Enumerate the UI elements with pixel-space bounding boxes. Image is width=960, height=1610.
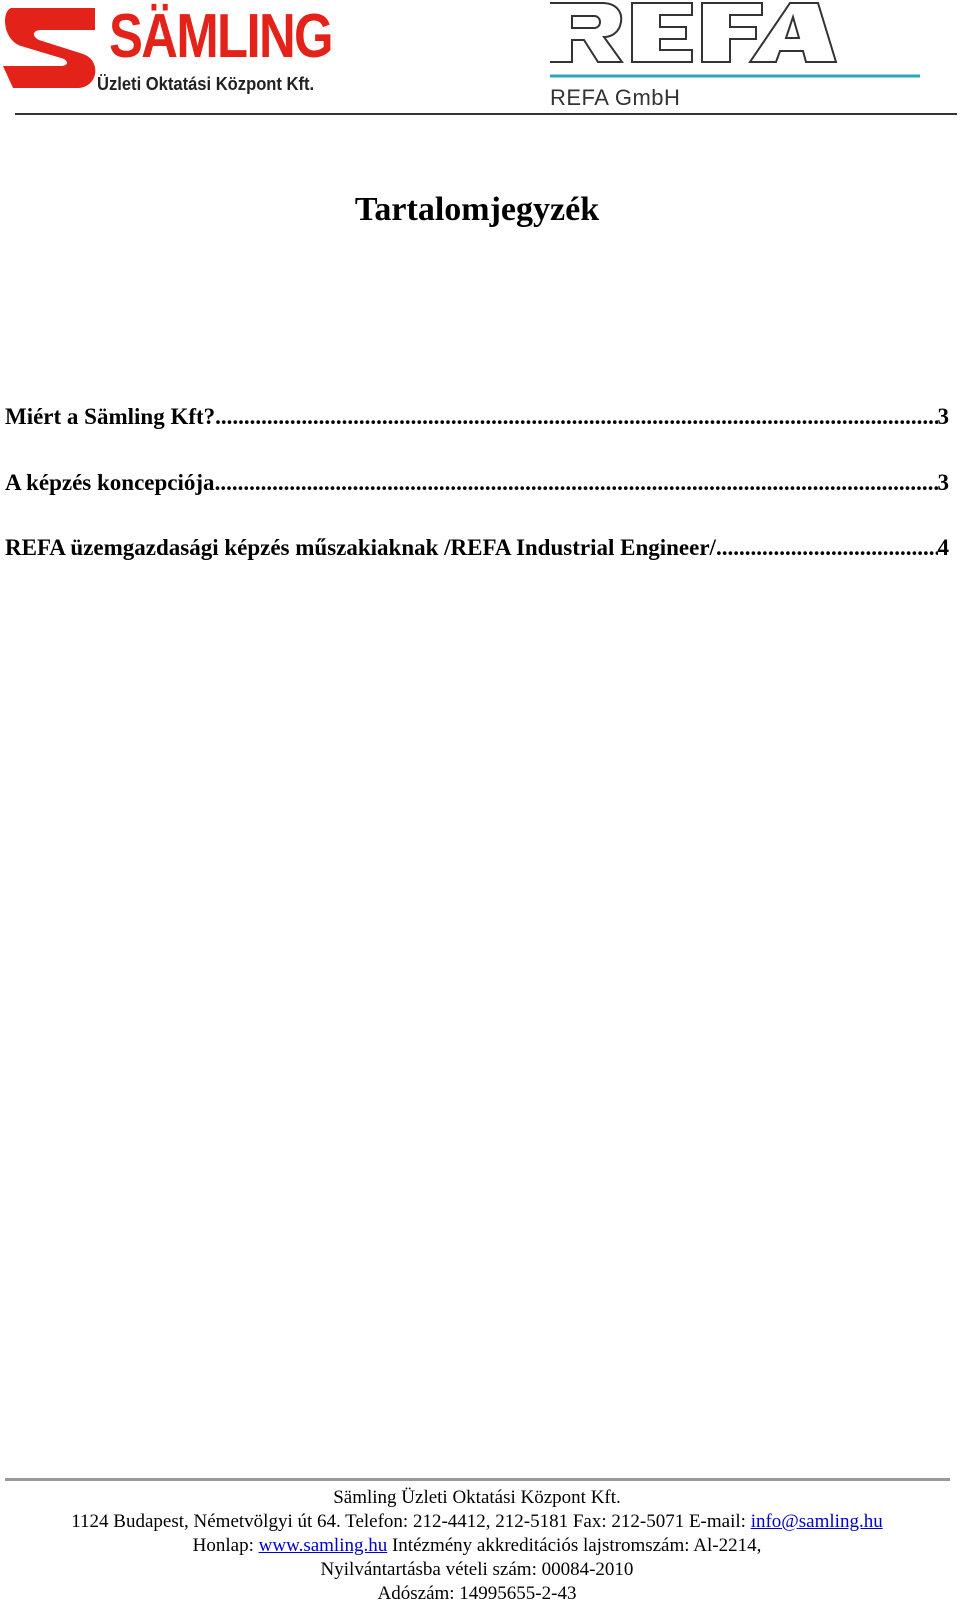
footer-company: Sämling Üzleti Oktatási Központ Kft. xyxy=(333,1487,621,1508)
samling-s-mark-icon xyxy=(3,2,103,97)
footer-divider xyxy=(5,1478,950,1481)
toc-title: Tartalomjegyzék xyxy=(354,191,600,228)
footer-web-line xyxy=(0,1534,954,1558)
toc-entry[interactable] xyxy=(5,403,949,431)
footer-accreditation: Intézmény akkreditációs lajstromszám: Al-2214, xyxy=(391,1535,762,1556)
samling-logo xyxy=(3,2,343,97)
page-header xyxy=(0,0,960,120)
footer-tax-number: Adószám: 14995655-2-43 xyxy=(377,1583,577,1604)
toc-entry[interactable] xyxy=(5,469,949,497)
samling-logo-tagline: Üzleti Oktatási Központ Kft. xyxy=(97,74,315,94)
toc-entry-label: A képzés koncepciója xyxy=(5,470,215,495)
toc-dot-leader xyxy=(716,534,938,562)
refa-logo-subtitle: REFA GmbH xyxy=(550,85,681,110)
footer-contact-line xyxy=(0,1510,954,1534)
footer-address-phone: 1124 Budapest, Németvölgyi út 64. Telefon: 212-4412, 212-5181 Fax: 212-5071 E-mail: xyxy=(71,1511,746,1532)
toc-entry-label: Miért a Sämling Kft? xyxy=(5,404,216,429)
header-divider xyxy=(15,113,957,115)
toc-entry-page: 4 xyxy=(937,535,949,560)
footer-homepage-label: Honlap: xyxy=(192,1535,254,1556)
toc-entry-label: REFA üzemgazdasági képzés műszakiaknak /REFA Industrial Engineer/ xyxy=(5,535,716,560)
refa-logo xyxy=(550,0,950,115)
samling-logo-wordmark: SÄMLING xyxy=(109,2,332,71)
toc-entry[interactable] xyxy=(5,534,949,562)
footer-homepage-link[interactable]: www.samling.hu xyxy=(258,1535,388,1556)
toc-dot-leader xyxy=(215,469,938,497)
footer-email-link[interactable]: info@samling.hu xyxy=(750,1511,883,1532)
toc-dot-leader xyxy=(215,403,937,431)
toc-entry-page: 3 xyxy=(937,470,949,495)
toc-entry-page: 3 xyxy=(937,404,949,429)
page-footer xyxy=(0,1486,954,1606)
refa-wordmark-icon xyxy=(550,0,950,82)
footer-registration: Nyilvántartásba vételi szám: 00084-2010 xyxy=(320,1559,634,1580)
